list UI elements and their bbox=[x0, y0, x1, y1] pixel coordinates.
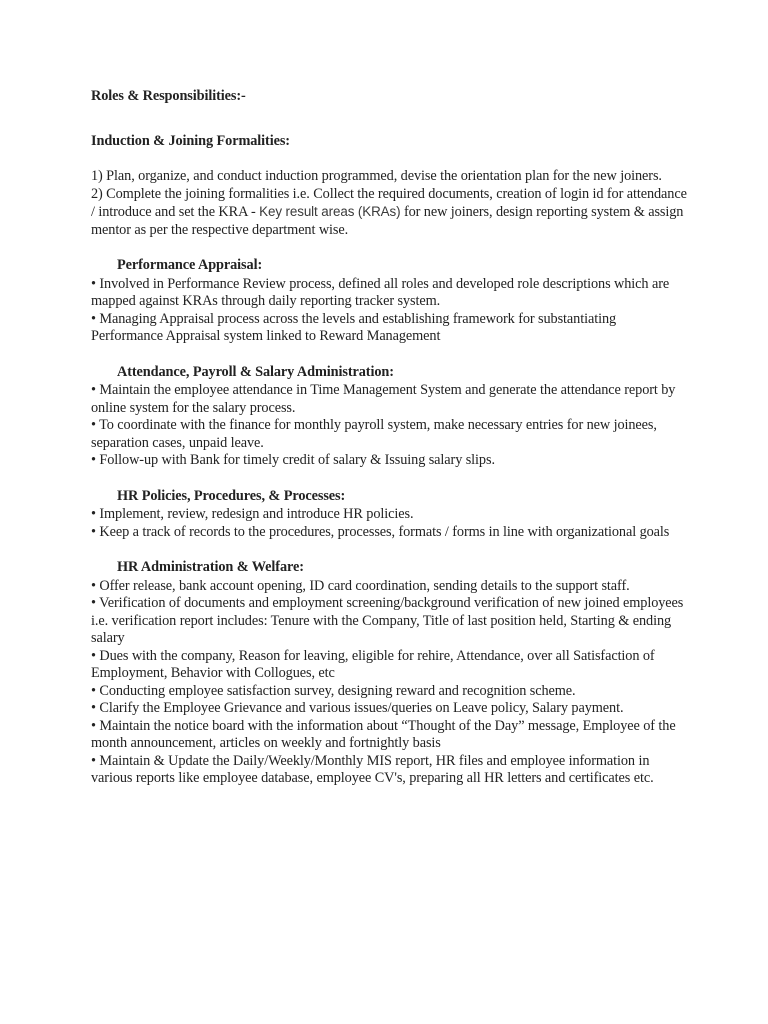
section-title-hr-administration: HR Administration & Welfare: bbox=[117, 559, 304, 575]
section-body-performance-appraisal bbox=[91, 276, 691, 346]
section-title-hr-policies: HR Policies, Procedures, & Processes: bbox=[117, 487, 346, 504]
list-item: • Conducting employee satisfaction survey, designing reward and recognition scheme. bbox=[91, 682, 576, 699]
section-title-induction: Induction & Joining Formalities: bbox=[91, 132, 290, 149]
section-body-induction bbox=[91, 168, 691, 239]
induction-item-2 bbox=[91, 186, 691, 240]
section-title-performance-appraisal: Performance Appraisal: bbox=[117, 257, 263, 273]
list-item: • Offer release, bank account opening, ID card coordination, sending details to the support staff. bbox=[91, 577, 630, 594]
list-item: • Managing Appraisal process across the levels and establishing framework for substantiating Performance Appraisal system linked to Reward Management bbox=[91, 310, 617, 344]
list-item: • Verification of documents and employment screening/background verification of new joined employees i.e. verification report includes: Tenure with the Company, Title of last position held, Starting & ending salary bbox=[91, 595, 684, 646]
list-item: • Involved in Performance Review process, defined all roles and developed role descriptions which are mapped against KRAs through daily reporting tracker system. bbox=[91, 275, 670, 309]
section-body-hr-administration bbox=[91, 578, 691, 788]
document-body bbox=[91, 88, 691, 806]
section-title-attendance-payroll: Attendance, Payroll & Salary Administration: bbox=[117, 363, 394, 380]
section-body-attendance-payroll bbox=[91, 382, 691, 470]
list-item: • Maintain the notice board with the information about “Thought of the Day” message, Employee of the month announcement, articles on weekly and fortnightly basis bbox=[91, 717, 676, 751]
induction-item-2-text-end: for new joiners, design reporting system & assign mentor as per the respective department wise. bbox=[91, 204, 684, 238]
kra-term: Key result areas (KRAs) bbox=[259, 204, 401, 219]
list-item: • Clarify the Employee Grievance and various issues/queries on Leave policy, Salary payment. bbox=[91, 700, 624, 716]
list-item: • Dues with the company, Reason for leaving, eligible for rehire, Attendance, over all Satisfaction of Employment, Behavior with Collogues, etc bbox=[91, 647, 655, 681]
list-item: • To coordinate with the finance for monthly payroll system, make necessary entries for new joinees, separation cases, unpaid leave. bbox=[91, 417, 657, 451]
induction-item-1: 1) Plan, organize, and conduct induction programmed, devise the orientation plan for the new joiners. bbox=[91, 168, 662, 184]
list-item: • Maintain & Update the Daily/Weekly/Monthly MIS report, HR files and employee information in various reports like employee database, employee CV's, preparing all HR letters and certificates etc. bbox=[91, 752, 654, 786]
list-item: • Maintain the employee attendance in Time Management System and generate the attendance report by online system for the salary process. bbox=[91, 382, 676, 416]
document-title: Roles & Responsibilities:- bbox=[91, 88, 246, 104]
section-body-hr-policies bbox=[91, 506, 691, 541]
list-item: • Implement, review, redesign and introduce HR policies. bbox=[91, 506, 414, 522]
induction-item-2-text: 2) Complete the joining formalities i.e. Collect the required documents, creation of login id for attendance / introduce and set the KRA - bbox=[91, 185, 687, 220]
list-item: • Follow-up with Bank for timely credit of salary & Issuing salary slips. bbox=[91, 452, 495, 468]
list-item: • Keep a track of records to the procedures, processes, formats / forms in line with organizational goals bbox=[91, 523, 670, 540]
